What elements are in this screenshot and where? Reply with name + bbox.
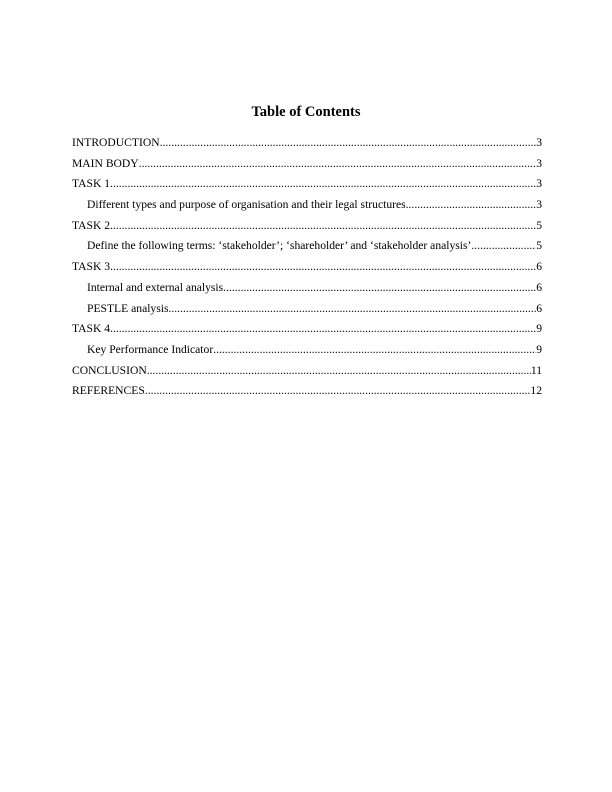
toc-page-number: 9 xyxy=(536,322,542,336)
toc-entry-kpi[interactable] xyxy=(72,340,542,361)
toc-entry-organisation-types[interactable] xyxy=(72,195,542,216)
toc-dot-leader xyxy=(409,195,537,216)
toc-list xyxy=(72,133,542,402)
toc-page-number: 11 xyxy=(530,363,542,377)
toc-entry-main-body[interactable] xyxy=(72,154,542,175)
toc-entry-stakeholder-terms[interactable] xyxy=(72,236,542,257)
toc-entry-label: CONCLUSION xyxy=(72,363,147,377)
toc-page-number: 6 xyxy=(536,260,542,274)
toc-entry-label: Key Performance Indicator xyxy=(87,342,214,356)
toc-entry-label: MAIN BODY xyxy=(72,156,139,170)
toc-entry-label: Different types and purpose of organisation and their legal structures. xyxy=(87,198,409,212)
toc-entry-task-4[interactable] xyxy=(72,319,542,340)
toc-entry-label: TASK 1 xyxy=(72,177,111,191)
toc-entry-label: PESTLE analysis xyxy=(87,301,169,315)
toc-entry-conclusion[interactable] xyxy=(72,361,542,382)
toc-entry-label: TASK 4 xyxy=(72,322,111,336)
toc-title: Table of Contents xyxy=(251,104,361,120)
toc-entry-label: TASK 3 xyxy=(72,260,111,274)
toc-dot-leader xyxy=(110,257,536,278)
toc-dot-leader xyxy=(474,236,536,257)
toc-dot-leader xyxy=(147,361,531,382)
toc-page-number: 3 xyxy=(536,156,542,170)
toc-entry-task-2[interactable] xyxy=(72,216,542,237)
toc-dot-leader xyxy=(223,278,536,299)
toc-page-number: 5 xyxy=(536,218,542,232)
toc-dot-leader xyxy=(145,381,531,402)
toc-dot-leader xyxy=(110,216,536,237)
toc-page-number: 6 xyxy=(536,280,542,294)
toc-entry-label: Define the following terms: ‘stakeholder’; ‘shareholder’ and ‘stakeholder analysis’. xyxy=(87,239,475,253)
toc-entry-task-3[interactable] xyxy=(72,257,542,278)
toc-dot-leader xyxy=(168,299,536,320)
toc-page-number: 6 xyxy=(536,301,542,315)
toc-page-number: 5 xyxy=(536,239,542,253)
toc-entry-references[interactable] xyxy=(72,381,542,402)
toc-entry-label: TASK 2 xyxy=(72,218,111,232)
toc-entry-internal-external-analysis[interactable] xyxy=(72,278,542,299)
toc-dot-leader xyxy=(110,319,536,340)
toc-page-number: 9 xyxy=(536,342,542,356)
toc-page-number: 3 xyxy=(536,177,542,191)
toc-entry-label: Internal and external analysis xyxy=(87,280,224,294)
toc-page-number: 3 xyxy=(536,136,542,149)
toc-entry-pestle-analysis[interactable] xyxy=(72,299,542,320)
toc-dot-leader xyxy=(213,340,536,361)
toc-entry-label: REFERENCES xyxy=(72,384,145,398)
toc-dot-leader xyxy=(110,174,536,195)
toc-page-number: 3 xyxy=(536,198,542,212)
toc-dot-leader xyxy=(160,133,537,154)
toc-dot-leader xyxy=(139,154,537,175)
toc-entry-label: INTRODUCTION xyxy=(72,136,160,149)
toc-entry-introduction[interactable] xyxy=(72,133,542,154)
toc-entry-task-1[interactable] xyxy=(72,174,542,195)
toc-page-number: 12 xyxy=(530,384,542,398)
